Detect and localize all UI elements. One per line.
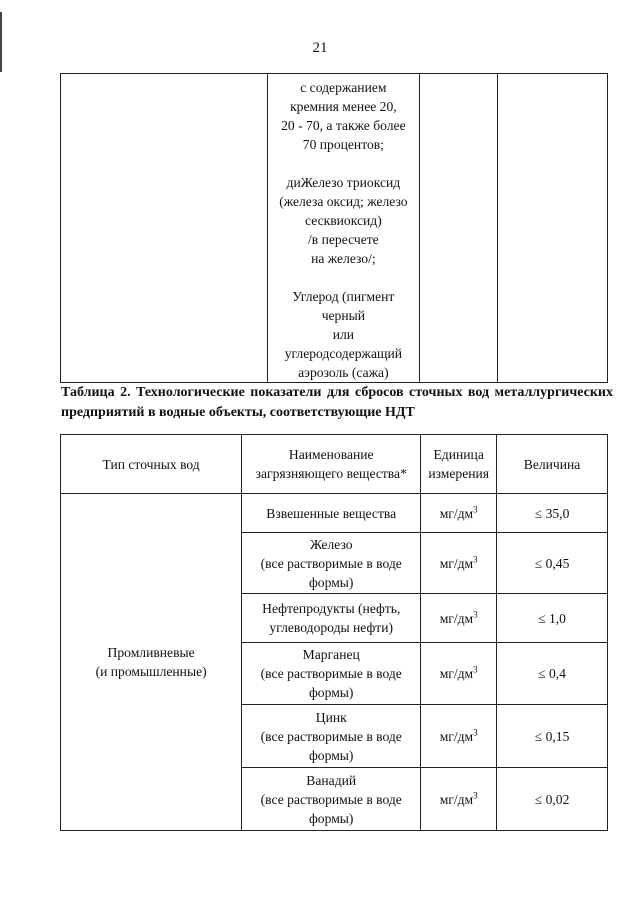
pollutant-entry <box>268 173 420 268</box>
continued-table-row <box>61 74 608 383</box>
unit-exponent: 3 <box>473 553 478 564</box>
pollutant-entry <box>268 78 420 154</box>
unit-exponent: 3 <box>473 726 478 737</box>
value-cell: ≤ 0,02 <box>497 768 608 831</box>
unit-exponent: 3 <box>473 608 478 619</box>
pollutant-line: диЖелезо триоксид <box>286 175 401 190</box>
pollutant-line: черный <box>321 308 366 323</box>
water-type-cell <box>61 494 242 831</box>
water-type-line: (и промышленные) <box>95 664 207 679</box>
pollutant-line: 20 - 70, а также более <box>281 118 406 133</box>
table-row <box>61 494 608 533</box>
value-cell: ≤ 0,4 <box>497 643 608 705</box>
continued-table <box>60 73 608 383</box>
substance-line: (все растворимые в воде <box>260 791 402 807</box>
substance-line: Железо <box>309 536 353 552</box>
unit-cell <box>421 594 497 643</box>
pollutant-line: Углерод (пигмент <box>292 289 395 304</box>
unit-text: мг/дм <box>439 791 474 807</box>
pollutant-entry <box>268 287 420 382</box>
substance-line: углеводороды нефти) <box>269 620 394 635</box>
substance-line: Взвешенные вещества <box>266 505 397 521</box>
unit-text: мг/дм <box>439 505 474 521</box>
substance-cell <box>242 705 421 768</box>
page-number: 21 <box>312 40 328 56</box>
header-value: Величина <box>497 435 608 494</box>
substance-line: (все растворимые в воде <box>260 555 402 571</box>
unit-text: мг/дм <box>439 728 474 744</box>
pollutant-line: с содержанием <box>300 80 387 95</box>
unit-exponent: 3 <box>473 664 478 675</box>
water-type-line: Промливневые <box>107 645 195 660</box>
table-caption: Таблица 2. Технологические показатели для сбросов сточных вод металлургических предприятий в водные объекты, соответствующие НДТ <box>61 385 613 420</box>
unit-cell <box>421 768 497 831</box>
pollutant-list-cell <box>267 74 420 383</box>
substance-cell <box>242 494 421 533</box>
value-cell: ≤ 1,0 <box>497 594 608 643</box>
substance-line: формы) <box>309 747 354 763</box>
substance-line: Нефтепродукты (нефть, <box>262 601 401 616</box>
value-cell: ≤ 0,45 <box>497 533 608 594</box>
unit-cell <box>421 533 497 594</box>
ndt-table <box>60 434 608 831</box>
unit-exponent: 3 <box>473 503 478 514</box>
empty-cell <box>61 74 268 383</box>
substance-line: Марганец <box>302 647 360 662</box>
header-unit: Единица измерения <box>421 435 497 494</box>
pollutant-line: углеродсодержащий <box>284 346 402 361</box>
empty-cell <box>498 74 608 383</box>
unit-text: мг/дм <box>439 555 474 571</box>
unit-exponent: 3 <box>473 789 478 800</box>
pollutant-line: кремния менее 20, <box>290 99 397 114</box>
unit-cell <box>421 705 497 768</box>
substance-line: (все растворимые в воде <box>260 728 402 744</box>
pollutant-line: (железа оксид; железо <box>279 194 408 209</box>
substance-line: Ванадий <box>306 772 357 788</box>
substance-line: Цинк <box>315 709 347 725</box>
substance-line: (все растворимые в воде <box>260 666 402 681</box>
table-body <box>61 494 608 831</box>
unit-cell <box>421 494 497 533</box>
table-header-row <box>61 435 608 494</box>
unit-cell <box>421 643 497 705</box>
substance-line: формы) <box>309 574 354 590</box>
value-cell: ≤ 0,15 <box>497 705 608 768</box>
pollutant-line: или <box>332 327 355 342</box>
unit-text: мг/дм <box>439 610 474 626</box>
unit-text: мг/дм <box>439 666 474 681</box>
substance-cell <box>242 533 421 594</box>
pollutant-line: сесквиоксид) <box>305 213 382 228</box>
pollutant-line: 70 процентов; <box>302 137 384 152</box>
header-substance: Наименование загрязняющего вещества* <box>242 435 421 494</box>
pollutant-line: аэрозоль (сажа) <box>298 365 389 380</box>
substance-cell <box>242 643 421 705</box>
substance-line: формы) <box>309 810 354 826</box>
empty-cell <box>420 74 498 383</box>
value-cell: ≤ 35,0 <box>497 494 608 533</box>
header-water-type: Тип сточных вод <box>61 435 242 494</box>
pollutant-line: на железо/; <box>311 251 376 266</box>
substance-cell <box>242 768 421 831</box>
pollutant-list <box>268 74 420 382</box>
substance-line: формы) <box>309 685 354 700</box>
substance-cell <box>242 594 421 643</box>
pollutant-line: /в пересчете <box>308 232 379 247</box>
